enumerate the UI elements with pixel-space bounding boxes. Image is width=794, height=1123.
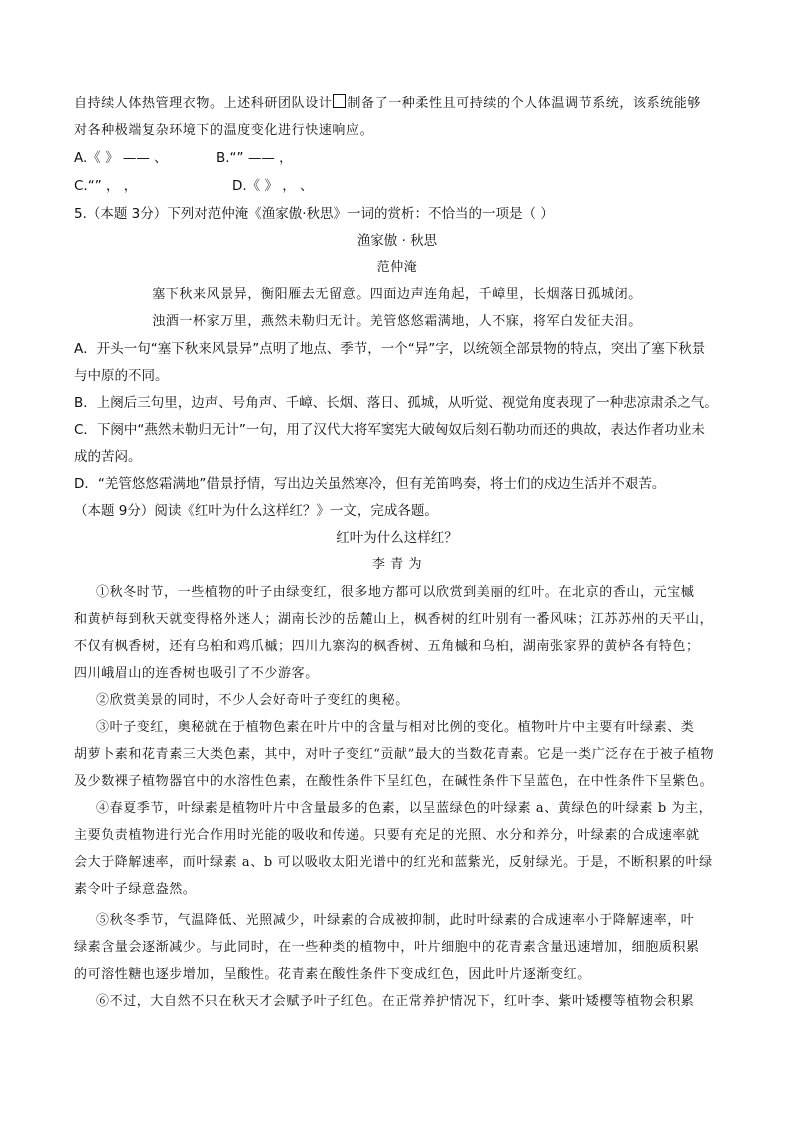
paragraph-4-line-3: 会大于降解速率，而叶绿素 a、b 可以吸收太阳光谱中的红光和蓝紫光，反射绿光。于是，不断积累的叶绿 bbox=[74, 855, 713, 870]
q4-option-b: B.“” —— ， bbox=[216, 150, 293, 166]
reading-stem: （本题 9分）阅读《红叶为什么这样红？》一文，完成各题。 bbox=[74, 503, 438, 519]
paragraph-3-line-1: ③叶子变红，奥秘就在于植物色素在叶片中的含量与相对比例的变化。植物叶片中主要有叶绿素、类 bbox=[96, 720, 695, 735]
paragraph-1-line-1: ①秋冬时节，一些植物的叶子由绿变红，很多地方都可以欣赏到美丽的红叶。在北京的香山，元宝槭 bbox=[96, 585, 695, 600]
paragraph-5-line-2: 绿素含量会逐渐减少。与此同时，在一些种类的植物中，叶片细胞中的花青素含量迅速增加，细胞质积累 bbox=[74, 940, 700, 955]
q5-option-b: B．上阕后三句里，边声、号角声、千嶂、长烟、落日、孤城，从听觉、视觉角度表现了一种悲凉肃杀之气。 bbox=[74, 395, 718, 411]
article-author: 李 青 为 bbox=[371, 557, 423, 572]
poem-line-1: 塞下秋来风景异，衡阳雁去无留意。四面边声连角起，千嶂里，长烟落日孤城闭。 bbox=[152, 287, 642, 302]
poem-line-2: 浊酒一杯家万里，燕然未勒归无计。羌管悠悠霜满地，人不寐，将军白发征夫泪。 bbox=[152, 314, 642, 329]
paragraph-5-line-1: ⑤秋冬季节，气温降低、光照减少，叶绿素的合成被抑制，此时叶绿素的合成速率小于降解速率，叶 bbox=[96, 913, 695, 928]
paragraph-5-line-3: 的可溶性糖也逐步增加，呈酸性。花青素在酸性条件下变成红色，因此叶片逐渐变红。 bbox=[74, 967, 591, 982]
q4-option-d: D.《 》 ， 、 bbox=[232, 178, 314, 194]
paragraph-6-line-1: ⑥不过，大自然不只在秋天才会赋予叶子红色。在正常养护情况下，红叶李、紫叶矮樱等植物会积累 bbox=[96, 994, 695, 1009]
paragraph-1-line-4: 四川峨眉山的连香树也吸引了不少游客。 bbox=[74, 666, 319, 681]
paragraph-3-line-3: 及少数裸子植物器官中的水溶性色素，在酸性条件下呈红色，在碱性条件下呈蓝色，在中性条件下呈紫色。 bbox=[74, 774, 714, 789]
intro-line-2: 对各种极端复杂环境下的温度变化进行快速响应。 bbox=[74, 123, 374, 138]
poem-author: 范仲淹 bbox=[376, 260, 418, 275]
poem-title: 渔家傲 · 秋思 bbox=[356, 233, 438, 249]
paragraph-1-line-3: 不仅有枫香树，还有乌桕和鸡爪槭；四川九寨沟的枫香树、五角槭和乌桕，湖南张家界的黄栌各有特色； bbox=[74, 639, 700, 654]
q5-stem: 5.（本题 3分）下列对范仲淹《渔家傲·秋思》一词的赏析：不恰当的一项是（ ） bbox=[74, 206, 554, 222]
q5-option-c-line-2: 成的苦闷。 bbox=[74, 449, 142, 465]
q5-option-d: D．“羌管悠悠霜满地”借景抒情，写出边关虽然寒冷，但有羌笛鸣奏，将士们的戍边生活并不艰苦。 bbox=[74, 476, 666, 492]
paragraph-2: ②欣赏美景的同时，不少人会好奇叶子变红的奥秘。 bbox=[96, 693, 409, 708]
paragraph-1-line-2: 和黄栌每到秋天就变得格外迷人；湖南长沙的岳麓山上，枫香树的红叶别有一番风味；江苏苏州的天平山， bbox=[74, 612, 714, 627]
q5-option-c-line-1: C．下阕中“燕然未勒归无计”一句，用了汉代大将军窦宪大破匈奴后刻石勒功而还的典故，表达作者功业未 bbox=[74, 422, 705, 438]
q5-option-a-line-2: 与中原的不同。 bbox=[74, 368, 169, 384]
paragraph-4-line-1: ④春夏季节，叶绿素是植物叶片中含量最多的色素，以呈蓝绿色的叶绿素 a、黄绿色的叶绿素 b 为主， bbox=[96, 801, 713, 816]
intro-line-1: 自持续人体热管理衣物。上述科研团队设计 制备了一种柔性且可持续的个人体温调节系统，该系统能够 bbox=[74, 96, 702, 111]
paragraph-4-line-2: 主要负责植物进行光合作用时光能的吸收和传递。只要有充足的光照、水分和养分，叶绿素的合成速率就 bbox=[74, 828, 700, 843]
q5-option-a-line-1: A．开头一句“塞下秋来风景异”点明了地点、季节，一个“异”字，以统领全部景物的特点，突出了塞下秋景 bbox=[74, 341, 706, 357]
paragraph-3-line-2: 胡萝卜素和花青素三大类色素，其中，对叶子变红“贡献”最大的当数花青素。它是一类广泛存在于被子植物 bbox=[74, 747, 715, 762]
q4-option-c: C.“” ， ， bbox=[74, 178, 138, 194]
paragraph-4-line-4: 素令叶子绿意盎然。 bbox=[74, 882, 197, 897]
q4-option-a: A.《 》 —— 、 bbox=[74, 150, 168, 166]
blank-box-icon bbox=[333, 94, 346, 108]
article-title: 红叶为什么这样红？ bbox=[336, 530, 458, 546]
